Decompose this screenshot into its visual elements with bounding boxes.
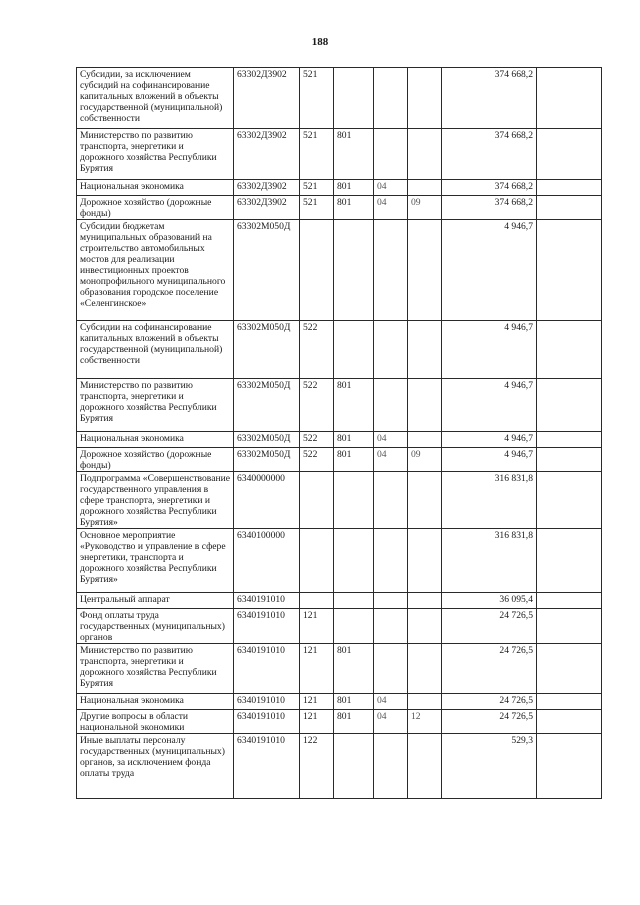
table-row bbox=[77, 734, 602, 799]
row-rz-cell: 04 bbox=[374, 694, 408, 710]
row-extra-cell bbox=[537, 593, 602, 609]
row-vr-cell: 122 bbox=[300, 734, 334, 799]
table-row bbox=[77, 710, 602, 734]
table-row bbox=[77, 644, 602, 694]
row-pr-cell bbox=[408, 529, 442, 593]
row-sum-cell: 4 946,7 bbox=[442, 321, 537, 379]
row-sum-cell: 316 831,8 bbox=[442, 529, 537, 593]
row-pr-cell bbox=[408, 644, 442, 694]
row-pr-cell bbox=[408, 68, 442, 129]
row-extra-cell bbox=[537, 180, 602, 196]
table-row bbox=[77, 196, 602, 220]
row-extra-cell bbox=[537, 448, 602, 472]
row-grbs-cell bbox=[334, 321, 374, 379]
row-grbs-cell: 801 bbox=[334, 379, 374, 432]
row-rz-cell: 04 bbox=[374, 180, 408, 196]
row-rz-cell: 04 bbox=[374, 432, 408, 448]
row-pr-cell bbox=[408, 321, 442, 379]
row-grbs-cell: 801 bbox=[334, 644, 374, 694]
row-name-cell: Субсидии бюджетам муниципальных образований на строительство автомобильных мостов для реализации инвестиционных проектов монопрофильного муниципального образования городское поселение «Селенгинское» bbox=[77, 220, 234, 321]
row-pr-cell: 12 bbox=[408, 710, 442, 734]
row-rz-cell bbox=[374, 472, 408, 529]
page-number: 188 bbox=[311, 36, 329, 48]
row-vr-cell: 522 bbox=[300, 448, 334, 472]
row-sum-cell: 374 668,2 bbox=[442, 180, 537, 196]
table-row bbox=[77, 321, 602, 379]
row-code-cell: 63302М050Д bbox=[234, 432, 300, 448]
row-name-cell: Национальная экономика bbox=[77, 432, 234, 448]
row-extra-cell bbox=[537, 68, 602, 129]
table-row bbox=[77, 180, 602, 196]
row-extra-cell bbox=[537, 379, 602, 432]
row-grbs-cell: 801 bbox=[334, 694, 374, 710]
table-row bbox=[77, 472, 602, 529]
row-grbs-cell: 801 bbox=[334, 448, 374, 472]
row-grbs-cell: 801 bbox=[334, 196, 374, 220]
row-sum-cell: 374 668,2 bbox=[442, 129, 537, 180]
row-pr-cell bbox=[408, 129, 442, 180]
row-grbs-cell: 801 bbox=[334, 710, 374, 734]
table-row bbox=[77, 68, 602, 129]
row-sum-cell: 4 946,7 bbox=[442, 432, 537, 448]
row-vr-cell bbox=[300, 472, 334, 529]
row-code-cell: 6340191010 bbox=[234, 734, 300, 799]
row-vr-cell bbox=[300, 220, 334, 321]
row-rz-cell: 04 bbox=[374, 448, 408, 472]
row-code-cell: 63302Д3902 bbox=[234, 68, 300, 129]
row-code-cell: 63302М050Д bbox=[234, 321, 300, 379]
row-vr-cell: 521 bbox=[300, 129, 334, 180]
row-rz-cell bbox=[374, 129, 408, 180]
row-pr-cell bbox=[408, 220, 442, 321]
row-code-cell: 6340191010 bbox=[234, 694, 300, 710]
row-vr-cell: 121 bbox=[300, 644, 334, 694]
row-name-cell: Субсидии, за исключением субсидий на софинансирование капитальных вложений в объекты государственной (муниципальной) собственности bbox=[77, 68, 234, 129]
row-name-cell: Подпрограмма «Совершенствование государственного управления в сфере транспорта, энергетики и дорожного хозяйства Республики Бурятия» bbox=[77, 472, 234, 529]
row-pr-cell bbox=[408, 694, 442, 710]
row-rz-cell bbox=[374, 220, 408, 321]
row-pr-cell bbox=[408, 472, 442, 529]
table-row bbox=[77, 694, 602, 710]
row-name-cell: Центральный аппарат bbox=[77, 593, 234, 609]
row-vr-cell: 121 bbox=[300, 710, 334, 734]
row-sum-cell: 374 668,2 bbox=[442, 68, 537, 129]
row-name-cell: Основное мероприятие «Руководство и управление в сфере энергетики, транспорта и дорожного хозяйства Республики Бурятия» bbox=[77, 529, 234, 593]
row-vr-cell: 521 bbox=[300, 180, 334, 196]
row-name-cell: Национальная экономика bbox=[77, 694, 234, 710]
row-pr-cell bbox=[408, 180, 442, 196]
row-sum-cell: 4 946,7 bbox=[442, 448, 537, 472]
row-rz-cell bbox=[374, 644, 408, 694]
row-code-cell: 63302М050Д bbox=[234, 220, 300, 321]
row-name-cell: Субсидии на софинансирование капитальных вложений в объекты государственной (муниципальной) собственности bbox=[77, 321, 234, 379]
row-code-cell: 63302Д3902 bbox=[234, 196, 300, 220]
row-name-cell: Фонд оплаты труда государственных (муниципальных) органов bbox=[77, 609, 234, 644]
row-sum-cell: 4 946,7 bbox=[442, 379, 537, 432]
row-code-cell: 6340191010 bbox=[234, 609, 300, 644]
row-grbs-cell bbox=[334, 734, 374, 799]
row-rz-cell bbox=[374, 68, 408, 129]
row-pr-cell bbox=[408, 734, 442, 799]
row-code-cell: 63302М050Д bbox=[234, 379, 300, 432]
row-pr-cell: 09 bbox=[408, 196, 442, 220]
row-rz-cell bbox=[374, 379, 408, 432]
table-row bbox=[77, 220, 602, 321]
row-code-cell: 6340191010 bbox=[234, 644, 300, 694]
row-code-cell: 63302М050Д bbox=[234, 448, 300, 472]
row-extra-cell bbox=[537, 694, 602, 710]
row-sum-cell: 529,3 bbox=[442, 734, 537, 799]
row-grbs-cell bbox=[334, 472, 374, 529]
row-sum-cell: 36 095,4 bbox=[442, 593, 537, 609]
budget-table-body bbox=[77, 68, 602, 799]
row-rz-cell bbox=[374, 609, 408, 644]
row-name-cell: Министерство по развитию транспорта, энергетики и дорожного хозяйства Республики Бурятия bbox=[77, 129, 234, 180]
table-row bbox=[77, 529, 602, 593]
row-rz-cell: 04 bbox=[374, 710, 408, 734]
row-pr-cell bbox=[408, 609, 442, 644]
row-code-cell: 6340191010 bbox=[234, 593, 300, 609]
row-grbs-cell: 801 bbox=[334, 129, 374, 180]
row-name-cell: Другие вопросы в области национальной экономики bbox=[77, 710, 234, 734]
row-rz-cell bbox=[374, 593, 408, 609]
row-extra-cell bbox=[537, 432, 602, 448]
row-grbs-cell bbox=[334, 220, 374, 321]
row-grbs-cell bbox=[334, 593, 374, 609]
row-name-cell: Иные выплаты персоналу государственных (муниципальных) органов, за исключением фонда оплаты труда bbox=[77, 734, 234, 799]
row-vr-cell: 121 bbox=[300, 609, 334, 644]
row-sum-cell: 4 946,7 bbox=[442, 220, 537, 321]
row-extra-cell bbox=[537, 472, 602, 529]
row-vr-cell: 522 bbox=[300, 432, 334, 448]
row-name-cell: Национальная экономика bbox=[77, 180, 234, 196]
row-extra-cell bbox=[537, 196, 602, 220]
row-vr-cell bbox=[300, 529, 334, 593]
row-sum-cell: 24 726,5 bbox=[442, 710, 537, 734]
table-row bbox=[77, 609, 602, 644]
row-pr-cell: 09 bbox=[408, 448, 442, 472]
row-sum-cell: 316 831,8 bbox=[442, 472, 537, 529]
row-extra-cell bbox=[537, 644, 602, 694]
row-extra-cell bbox=[537, 609, 602, 644]
row-vr-cell: 522 bbox=[300, 321, 334, 379]
row-code-cell: 63302Д3902 bbox=[234, 180, 300, 196]
row-sum-cell: 24 726,5 bbox=[442, 644, 537, 694]
row-code-cell: 6340000000 bbox=[234, 472, 300, 529]
row-extra-cell bbox=[537, 220, 602, 321]
row-extra-cell bbox=[537, 321, 602, 379]
row-pr-cell bbox=[408, 432, 442, 448]
row-grbs-cell bbox=[334, 609, 374, 644]
row-grbs-cell: 801 bbox=[334, 432, 374, 448]
row-pr-cell bbox=[408, 379, 442, 432]
row-extra-cell bbox=[537, 129, 602, 180]
row-rz-cell bbox=[374, 529, 408, 593]
row-vr-cell bbox=[300, 593, 334, 609]
row-name-cell: Дорожное хозяйство (дорожные фонды) bbox=[77, 196, 234, 220]
table-row bbox=[77, 448, 602, 472]
row-rz-cell: 04 bbox=[374, 196, 408, 220]
budget-table bbox=[76, 67, 602, 799]
row-name-cell: Дорожное хозяйство (дорожные фонды) bbox=[77, 448, 234, 472]
row-vr-cell: 521 bbox=[300, 68, 334, 129]
row-extra-cell bbox=[537, 734, 602, 799]
row-sum-cell: 24 726,5 bbox=[442, 609, 537, 644]
table-row bbox=[77, 379, 602, 432]
table-row bbox=[77, 129, 602, 180]
row-sum-cell: 24 726,5 bbox=[442, 694, 537, 710]
row-extra-cell bbox=[537, 710, 602, 734]
table-row bbox=[77, 432, 602, 448]
row-grbs-cell bbox=[334, 529, 374, 593]
row-code-cell: 6340191010 bbox=[234, 710, 300, 734]
row-pr-cell bbox=[408, 593, 442, 609]
row-grbs-cell: 801 bbox=[334, 180, 374, 196]
row-vr-cell: 521 bbox=[300, 196, 334, 220]
row-vr-cell: 121 bbox=[300, 694, 334, 710]
row-grbs-cell bbox=[334, 68, 374, 129]
row-code-cell: 6340100000 bbox=[234, 529, 300, 593]
row-vr-cell: 522 bbox=[300, 379, 334, 432]
table-row bbox=[77, 593, 602, 609]
row-sum-cell: 374 668,2 bbox=[442, 196, 537, 220]
row-extra-cell bbox=[537, 529, 602, 593]
row-rz-cell bbox=[374, 734, 408, 799]
row-code-cell: 63302Д3902 bbox=[234, 129, 300, 180]
row-name-cell: Министерство по развитию транспорта, энергетики и дорожного хозяйства Республики Бурятия bbox=[77, 644, 234, 694]
row-name-cell: Министерство по развитию транспорта, энергетики и дорожного хозяйства Республики Бурятия bbox=[77, 379, 234, 432]
row-rz-cell bbox=[374, 321, 408, 379]
